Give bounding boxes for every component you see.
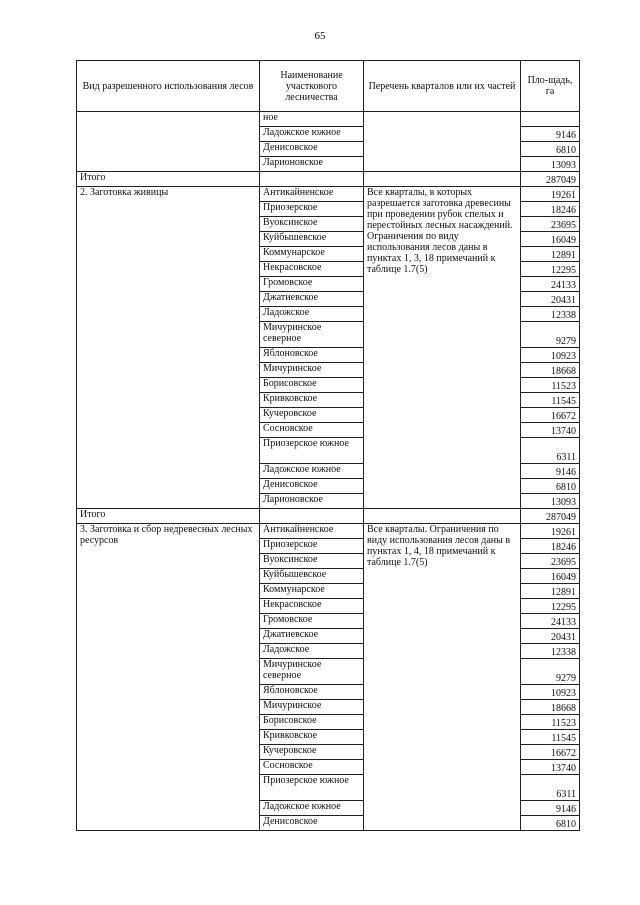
area-cell: 24133 [521,614,580,629]
area-cell: 9279 [521,659,580,685]
forestry-cell: Приозерское южное [260,438,364,464]
area-cell: 24133 [521,277,580,292]
forestry-cell: Приозерское южное [260,775,364,801]
forestry-cell: Некрасовское [260,599,364,614]
forestry-cell: Мичуринское северное [260,659,364,685]
forestry-cell: Денисовское [260,816,364,831]
forestry-cell: Ларионовское [260,157,364,172]
area-cell: 23695 [521,554,580,569]
area-cell: 12891 [521,584,580,599]
area-cell: 18668 [521,700,580,715]
area-cell: 10923 [521,348,580,363]
area-cell: 6810 [521,479,580,494]
header-forestry: Наименование участкового лесничества [260,61,364,112]
area-cell: 16672 [521,408,580,423]
forestry-cell: Джатиевское [260,629,364,644]
area-cell: 23695 [521,217,580,232]
quarters-cell: Все кварталы. Ограничения по виду использования лесов даны в пунктах 1, 4, 18 примечаний к таблице 1.7(5) [364,524,521,831]
forestry-cell: Ладожское южное [260,464,364,479]
total-value: 287049 [521,509,580,524]
page-number: 65 [314,30,326,42]
total-label: Итого [77,172,260,187]
use-type-cell: 3. Заготовка и сбор недревесных лесных ресурсов [77,524,260,831]
area-cell: 11523 [521,378,580,393]
area-cell: 12295 [521,599,580,614]
area-cell: 9146 [521,801,580,816]
area-cell: 20431 [521,292,580,307]
area-cell: 6810 [521,142,580,157]
forestry-cell: Кривковское [260,393,364,408]
area-cell: 6810 [521,816,580,831]
forestry-cell: Джатиевское [260,292,364,307]
forestry-cell: Мичуринское [260,363,364,378]
forestry-cell: Приозерское [260,539,364,554]
forestry-cell: Кучеровское [260,408,364,423]
area-cell: 16049 [521,569,580,584]
forestry-cell: Коммунарское [260,584,364,599]
forestry-cell: Сосновское [260,423,364,438]
area-cell: 11545 [521,393,580,408]
forestry-cell: Яблоновское [260,685,364,700]
area-cell: 13740 [521,423,580,438]
forestry-cell: Вуоксинское [260,217,364,232]
use-cell [77,112,260,172]
area-cell: 9146 [521,127,580,142]
area-cell [521,112,580,127]
area-cell: 9146 [521,464,580,479]
forestry-cell: Коммунарское [260,247,364,262]
forestry-cell: Кривковское [260,730,364,745]
forestry-cell: Мичуринское [260,700,364,715]
area-cell: 12338 [521,307,580,322]
forestry-cell: Громовское [260,614,364,629]
forestry-cell: Ладожское [260,307,364,322]
area-cell: 6311 [521,438,580,464]
area-cell: 18668 [521,363,580,378]
forestry-cell: Борисовское [260,378,364,393]
total-blank [260,172,364,187]
area-cell: 12891 [521,247,580,262]
forestry-cell: Приозерское [260,202,364,217]
forestry-cell: Кучеровское [260,745,364,760]
total-label: Итого [77,509,260,524]
area-cell: 18246 [521,539,580,554]
total-blank [364,509,521,524]
area-cell: 20431 [521,629,580,644]
forestry-cell: Яблоновское [260,348,364,363]
table-row [77,112,580,127]
total-row [77,172,580,187]
table-row [77,187,580,202]
area-cell: 18246 [521,202,580,217]
header-use: Вид разрешенного использования лесов [77,61,260,112]
forestry-cell: Денисовское [260,142,364,157]
quarters-cell: Все кварталы, в которых разрешается заготовка древесины при проведении рубок спелых и перестойных лесных насаждений. Ограничения по виду использования лесов даны в пунктах 1, 3, 18 примечаний к таблице 1.7(5) [364,187,521,509]
area-cell: 16049 [521,232,580,247]
forestry-cell: Куйбышевское [260,569,364,584]
forestry-cell: Куйбышевское [260,232,364,247]
header-area: Пло-щадь, га [521,61,580,112]
area-cell: 10923 [521,685,580,700]
forestry-cell: Сосновское [260,760,364,775]
forestry-cell: Борисовское [260,715,364,730]
area-cell: 11545 [521,730,580,745]
area-cell: 11523 [521,715,580,730]
table-row [77,524,580,539]
area-cell: 6311 [521,775,580,801]
forestry-cell: Мичуринское северное [260,322,364,348]
area-cell: 12338 [521,644,580,659]
total-row [77,509,580,524]
forest-use-table [76,60,580,831]
forestry-cell: Ладожское южное [260,127,364,142]
total-value: 287049 [521,172,580,187]
area-cell: 19261 [521,524,580,539]
total-blank [364,172,521,187]
forestry-cell: Вуоксинское [260,554,364,569]
forestry-cell: ное [260,112,364,127]
area-cell: 12295 [521,262,580,277]
forestry-cell: Антикайненское [260,187,364,202]
forestry-cell: Денисовское [260,479,364,494]
area-cell: 13093 [521,494,580,509]
header-quarters: Перечень кварталов или их частей [364,61,521,112]
area-cell: 16672 [521,745,580,760]
forestry-cell: Антикайненское [260,524,364,539]
forestry-cell: Ладожское [260,644,364,659]
area-cell: 13740 [521,760,580,775]
header-row [77,61,580,112]
table-body [77,112,580,831]
total-blank [260,509,364,524]
forestry-cell: Ладожское южное [260,801,364,816]
quarters-cell [364,112,521,172]
area-cell: 9279 [521,322,580,348]
area-cell: 19261 [521,187,580,202]
forestry-cell: Громовское [260,277,364,292]
use-type-cell: 2. Заготовка живицы [77,187,260,509]
forestry-cell: Ларионовское [260,494,364,509]
area-cell: 13093 [521,157,580,172]
forestry-cell: Некрасовское [260,262,364,277]
